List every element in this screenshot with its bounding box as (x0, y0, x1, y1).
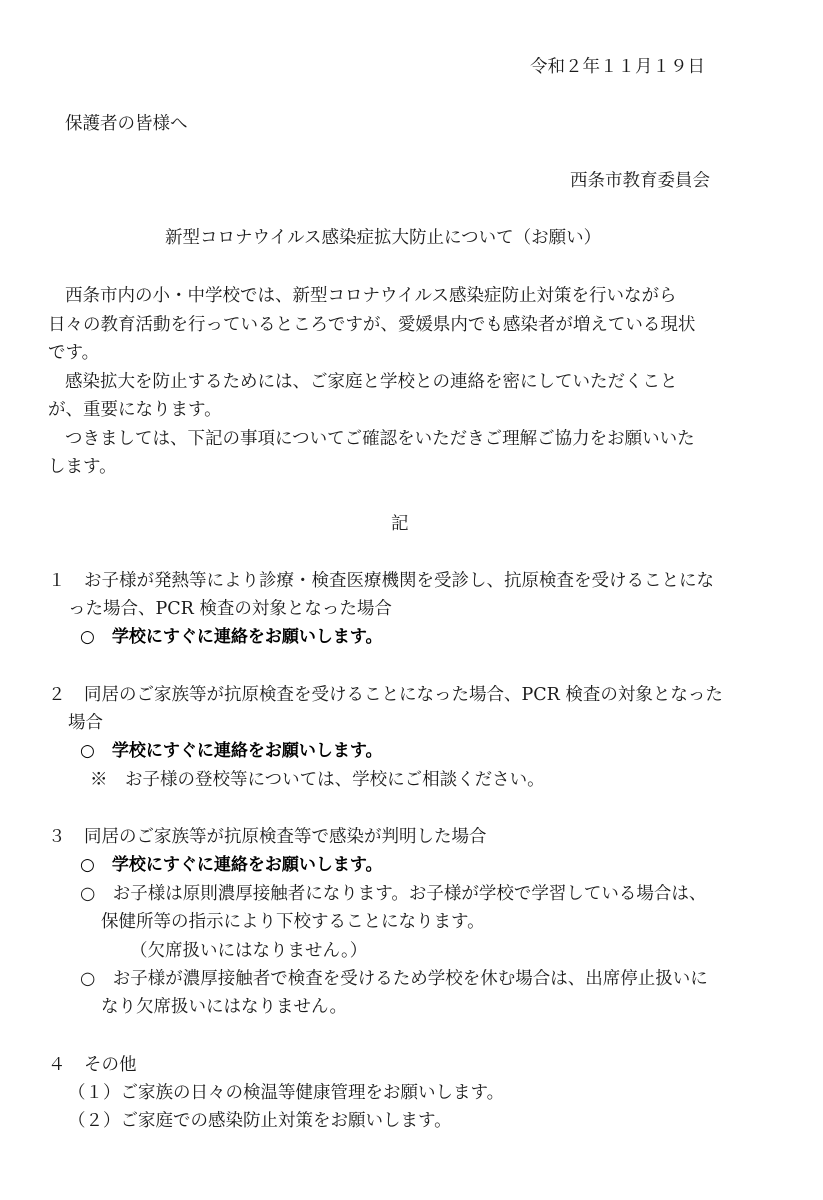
item-note: 保健所等の指示により下校することになります。 (101, 912, 485, 932)
item-number: １ (48, 571, 66, 591)
item-note: なり欠席扱いにはなりません。 (101, 997, 348, 1017)
document-date: 令和２年１１月１９日 (530, 57, 705, 77)
item-subitem: （１）ご家族の日々の検温等健康管理をお願いします。 (68, 1083, 505, 1103)
recipient-line: 保護者の皆様へ (65, 114, 188, 134)
item-text: 同居のご家族等が抗原検査を受けることになった場合、PCR 検査の対象となった (84, 685, 723, 705)
intro-line: です。 (48, 343, 100, 363)
item-note: ○ お子様が濃厚接触者で検査を受けるため学校を休む場合は、出席停止扱いに (80, 969, 708, 989)
sender-line: 西条市教育委員会 (570, 171, 710, 191)
ki-heading: 記 (391, 514, 409, 534)
item-text: った場合、PCR 検査の対象となった場合 (68, 599, 392, 619)
intro-line: つきましては、下記の事項についてご確認をいただきご理解ご協力をお願いいた (65, 429, 695, 449)
item-text: 場合 (68, 713, 103, 733)
intro-line: 西条市内の小・中学校では、新型コロナウイルス感染症防止対策を行いながら (65, 286, 677, 306)
item-note: （欠席扱いにはなりません。） (130, 941, 368, 961)
item-number: ２ (48, 685, 66, 705)
item-number: ４ (48, 1055, 66, 1075)
intro-line: 感染拡大を防止するためには、ご家庭と学校との連絡を密にしていただくこと (65, 372, 678, 392)
item-note: ○ お子様は原則濃厚接触者になります。お子様が学校で学習している場合は、 (80, 884, 707, 904)
intro-line: が、重要になります。 (48, 400, 222, 420)
intro-line: 日々の教育活動を行っているところですが、愛媛県内でも感染者が増えている現状 (48, 315, 696, 335)
item-text: お子様が発熱等により診療・検査医療機関を受診し、抗原検査を受けることにな (84, 571, 714, 591)
item-text: 同居のご家族等が抗原検査等で感染が判明した場合 (84, 827, 487, 847)
item-action: ○ 学校にすぐに連絡をお願いします。 (80, 627, 383, 647)
intro-line: します。 (48, 457, 117, 477)
item-subitem: （２）ご家庭での感染防止対策をお願いします。 (68, 1111, 452, 1131)
document-title: 新型コロナウイルス感染症拡大防止について（お願い） (165, 228, 602, 248)
item-number: ３ (48, 827, 66, 847)
item-text: その他 (84, 1055, 137, 1075)
item-action: ○ 学校にすぐに連絡をお願いします。 (80, 855, 383, 875)
item-note: ※ お子様の登校等については、学校にご相談ください。 (90, 770, 545, 790)
item-action: ○ 学校にすぐに連絡をお願いします。 (80, 741, 383, 761)
